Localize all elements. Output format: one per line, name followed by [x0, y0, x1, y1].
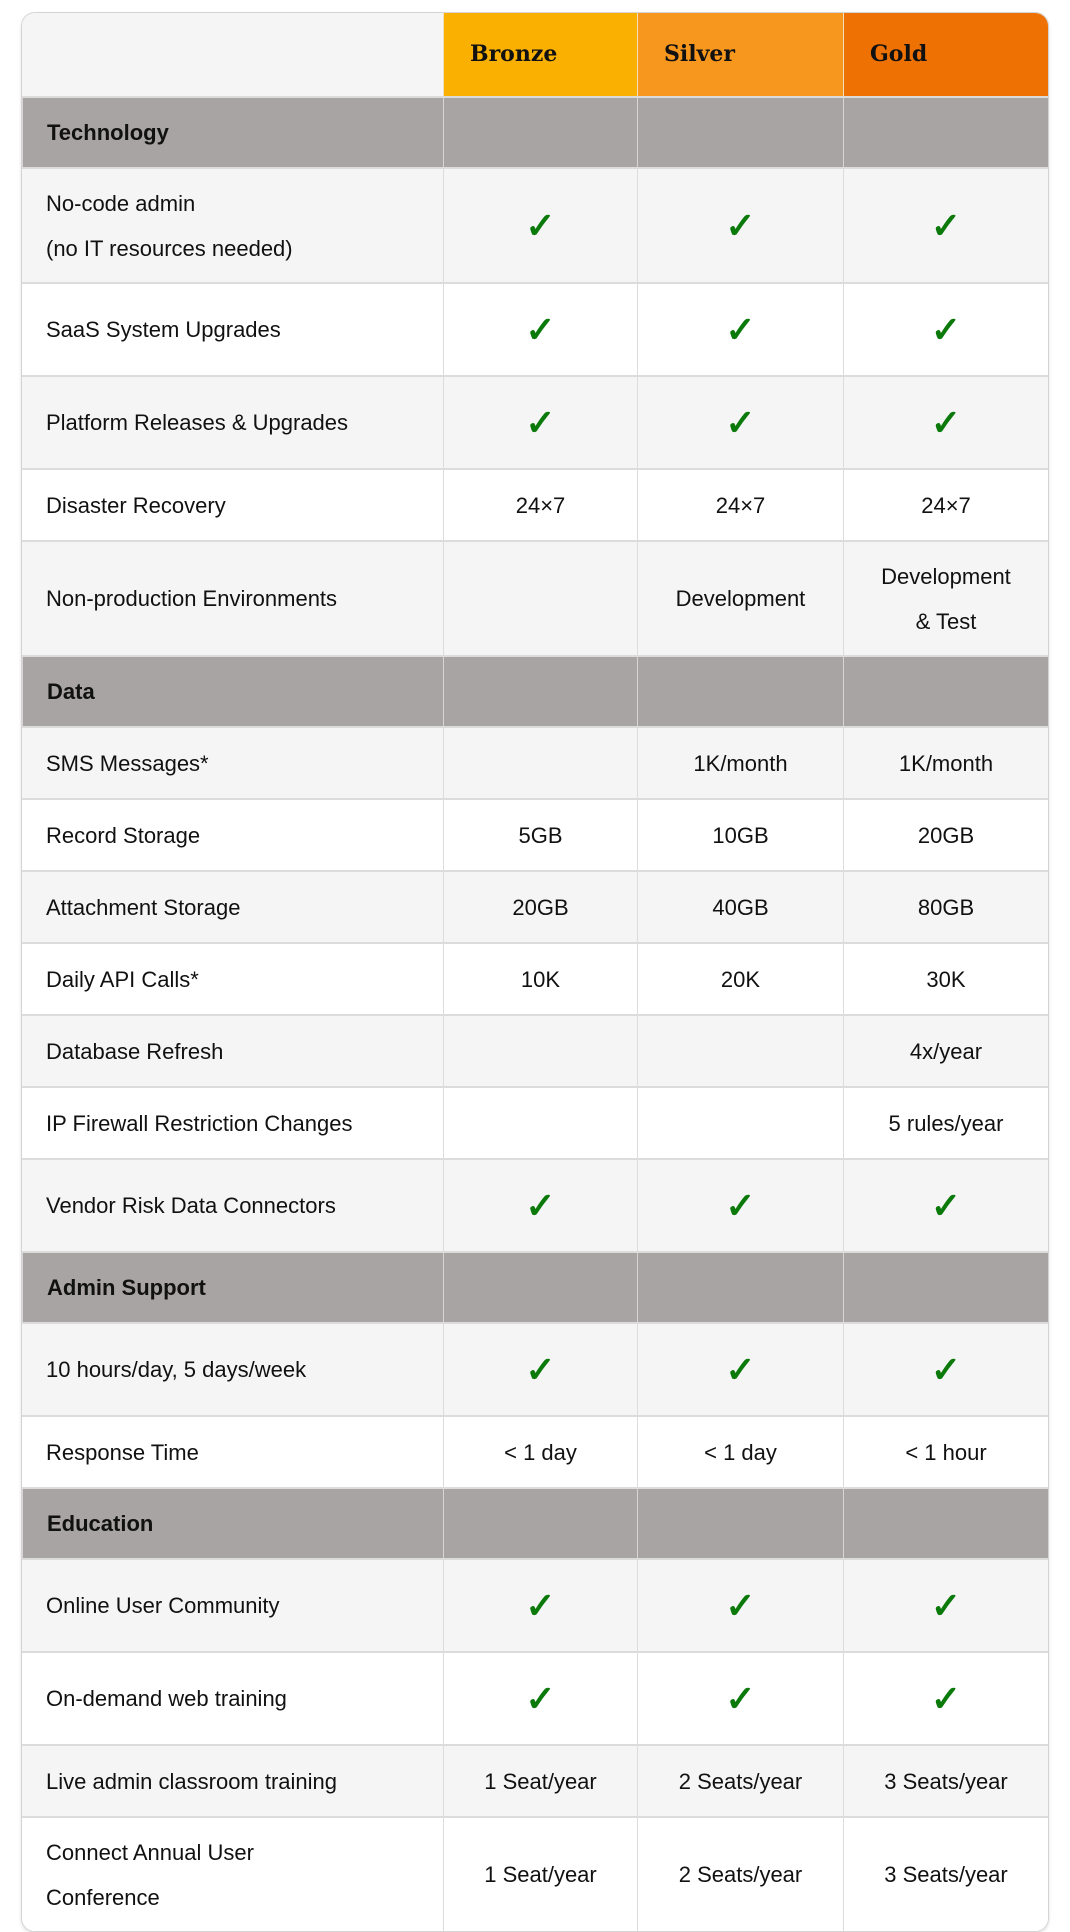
tier-value: 40GB	[712, 894, 769, 920]
header-empty-cell	[22, 13, 443, 96]
tier-value: < 1 hour	[905, 1439, 987, 1465]
feature-label-line: Vendor Risk Data Connectors	[46, 1193, 336, 1218]
table-row	[22, 167, 1048, 282]
tier-value: 80GB	[917, 894, 975, 920]
tier-value: Development	[675, 586, 806, 611]
tier-value-cell	[843, 470, 1048, 540]
feature-label-line: Response Time	[46, 1439, 199, 1465]
checkmark-icon: ✓	[525, 309, 556, 350]
tier-value-cell	[443, 1088, 637, 1158]
tier-value-cell	[637, 1417, 843, 1487]
feature-label-line: On-demand web training	[46, 1686, 287, 1711]
checkmark-icon: ✓	[725, 402, 756, 443]
tier-value-cell	[843, 1417, 1048, 1487]
tier-value-cell	[843, 1818, 1048, 1931]
feature-label	[22, 872, 443, 942]
checkmark-icon: ✓	[725, 1185, 756, 1226]
feature-label	[22, 377, 443, 468]
tier-value-cell	[843, 377, 1048, 468]
section-empty-cell	[637, 1253, 843, 1322]
table-row	[22, 1415, 1048, 1487]
table-row	[22, 282, 1048, 375]
feature-label	[22, 1417, 443, 1487]
feature-label	[22, 1016, 443, 1086]
section-row-technology	[22, 96, 1048, 167]
feature-label-line: (no IT resources needed)	[46, 235, 293, 261]
table-row	[22, 1651, 1048, 1744]
tier-value-cell	[637, 1653, 843, 1744]
tier-value: 2 Seats/year	[678, 1768, 803, 1794]
section-title: Technology	[22, 98, 443, 167]
tier-value-cell	[843, 1088, 1048, 1158]
table-row	[22, 870, 1048, 942]
tier-value-cell	[443, 800, 637, 870]
tier-value-cell	[843, 1016, 1048, 1086]
checkmark-icon: ✓	[525, 1585, 556, 1626]
tier-value: 10K	[520, 966, 561, 992]
tier-value-cell	[443, 1653, 637, 1744]
tier-value-cell	[637, 800, 843, 870]
tier-value: 3 Seats/year	[884, 1862, 1008, 1887]
feature-label	[22, 470, 443, 540]
tier-value-cell	[443, 1818, 637, 1931]
section-empty-cell	[843, 657, 1048, 726]
tier-value-cell	[637, 944, 843, 1014]
table-row	[22, 1086, 1048, 1158]
section-empty-cell	[843, 1253, 1048, 1322]
table-row	[22, 468, 1048, 540]
feature-label	[22, 169, 443, 282]
section-title: Education	[22, 1489, 443, 1558]
table-row	[22, 375, 1048, 468]
feature-label	[22, 800, 443, 870]
feature-label-line: Database Refresh	[46, 1038, 224, 1064]
tier-value: Development & Test	[881, 563, 1011, 634]
tier-value-cell	[843, 944, 1048, 1014]
tier-value-cell	[637, 1560, 843, 1651]
tier-value-cell	[637, 1324, 843, 1415]
table-row	[22, 1558, 1048, 1651]
section-row-education	[22, 1487, 1048, 1558]
table-row	[22, 1014, 1048, 1086]
tier-value: < 1 day	[504, 1439, 577, 1465]
feature-label	[22, 284, 443, 375]
table-row	[22, 726, 1048, 798]
section-title: Data	[22, 657, 443, 726]
checkmark-icon: ✓	[930, 1585, 962, 1626]
tier-value: 20GB	[917, 822, 975, 848]
tier-value: 4x/year	[909, 1038, 983, 1064]
tier-value-cell	[443, 1746, 637, 1816]
feature-label	[22, 1653, 443, 1744]
tier-value-cell	[637, 470, 843, 540]
checkmark-icon: ✓	[725, 309, 756, 350]
tier-value-cell	[443, 470, 637, 540]
section-row-admin-support	[22, 1251, 1048, 1322]
tier-value-cell	[443, 728, 637, 798]
feature-label	[22, 542, 443, 655]
tier-value-cell	[843, 284, 1048, 375]
tier-value-cell	[637, 169, 843, 282]
feature-label-line: Platform Releases & Upgrades	[46, 410, 349, 435]
tier-value-cell	[637, 1088, 843, 1158]
section-empty-cell	[843, 1489, 1048, 1558]
section-empty-cell	[637, 1489, 843, 1558]
tier-value-cell	[843, 1653, 1048, 1744]
feature-label-line: Record Storage	[46, 822, 201, 848]
tier-value: 1K/month	[898, 750, 994, 776]
tier-value-cell	[843, 542, 1048, 655]
tier-value-cell	[443, 1324, 637, 1415]
section-empty-cell	[443, 1489, 637, 1558]
tier-value-cell	[443, 1560, 637, 1651]
tier-header-row	[22, 13, 1048, 96]
feature-label	[22, 728, 443, 798]
checkmark-icon: ✓	[930, 1349, 962, 1390]
tier-value-cell	[843, 800, 1048, 870]
pricing-comparison-table	[21, 12, 1049, 1932]
section-row-data	[22, 655, 1048, 726]
tier-value-cell	[637, 872, 843, 942]
tier-value: 5 rules/year	[888, 1110, 1004, 1136]
feature-label	[22, 944, 443, 1014]
checkmark-icon: ✓	[930, 309, 962, 350]
section-title: Admin Support	[22, 1253, 443, 1322]
tier-value-cell	[443, 1160, 637, 1251]
tier-value-cell	[443, 944, 637, 1014]
feature-label-line: SMS Messages*	[46, 750, 209, 776]
checkmark-icon: ✓	[725, 205, 756, 246]
checkmark-icon: ✓	[930, 402, 962, 443]
tier-value-cell	[637, 377, 843, 468]
feature-label-line: Attachment Storage	[46, 894, 241, 920]
feature-label-line: Non-production Environments	[46, 586, 338, 611]
tier-value-cell	[637, 1160, 843, 1251]
table-row	[22, 540, 1048, 655]
checkmark-icon: ✓	[725, 1585, 756, 1626]
tier-value: 1K/month	[693, 750, 788, 776]
tier-value: 20GB	[512, 894, 569, 920]
feature-label-line: Live admin classroom training	[46, 1768, 338, 1794]
checkmark-icon: ✓	[525, 402, 556, 443]
checkmark-icon: ✓	[525, 1185, 556, 1226]
checkmark-icon: ✓	[725, 1349, 756, 1390]
feature-label-line: Conference	[46, 1884, 160, 1910]
feature-label-line: IP Firewall Restriction Changes	[46, 1110, 353, 1136]
tier-value: 30K	[926, 966, 966, 992]
feature-label-line: Connect Annual User	[46, 1839, 254, 1865]
checkmark-icon: ✓	[725, 1678, 756, 1719]
section-empty-cell	[637, 657, 843, 726]
tier-value: 1 Seat/year	[484, 1768, 597, 1794]
feature-label-line: SaaS System Upgrades	[46, 317, 281, 342]
tier-value: 24×7	[515, 492, 566, 518]
checkmark-icon: ✓	[930, 1185, 962, 1226]
table-row	[22, 1744, 1048, 1816]
tier-value-cell	[843, 872, 1048, 942]
checkmark-icon: ✓	[525, 205, 556, 246]
checkmark-icon: ✓	[930, 1678, 962, 1719]
table-row	[22, 1158, 1048, 1251]
tier-value-cell	[637, 728, 843, 798]
tier-value-cell	[443, 542, 637, 655]
checkmark-icon: ✓	[930, 205, 962, 246]
tier-value-cell	[443, 377, 637, 468]
tier-gold-header: Gold	[843, 13, 1048, 96]
checkmark-icon: ✓	[525, 1349, 556, 1390]
tier-value-cell	[443, 1417, 637, 1487]
feature-label-line: 10 hours/day, 5 days/week	[46, 1357, 307, 1382]
tier-silver-header: Silver	[637, 13, 843, 96]
tier-value-cell	[637, 1746, 843, 1816]
feature-label-line: No-code admin	[46, 190, 196, 216]
section-empty-cell	[843, 98, 1048, 167]
tier-value: 3 Seats/year	[884, 1768, 1008, 1794]
section-empty-cell	[443, 1253, 637, 1322]
tier-value-cell	[843, 1324, 1048, 1415]
feature-label	[22, 1160, 443, 1251]
tier-value-cell	[637, 284, 843, 375]
section-empty-cell	[443, 657, 637, 726]
tier-value: 20K	[720, 966, 761, 992]
tier-value-cell	[843, 1160, 1048, 1251]
tier-value-cell	[843, 1746, 1048, 1816]
tier-value: 24×7	[715, 492, 766, 518]
section-empty-cell	[443, 98, 637, 167]
table-row	[22, 798, 1048, 870]
tier-value-cell	[637, 1016, 843, 1086]
section-empty-cell	[637, 98, 843, 167]
feature-label	[22, 1746, 443, 1816]
checkmark-icon: ✓	[525, 1678, 556, 1719]
feature-label	[22, 1088, 443, 1158]
feature-label-line: Disaster Recovery	[46, 492, 226, 518]
tier-value-cell	[443, 169, 637, 282]
tier-value: 10GB	[712, 822, 769, 848]
table-row	[22, 942, 1048, 1014]
tier-value: 1 Seat/year	[484, 1862, 597, 1887]
tier-value: 5GB	[518, 822, 563, 848]
table-row	[22, 1322, 1048, 1415]
feature-label	[22, 1560, 443, 1651]
tier-value-cell	[443, 872, 637, 942]
tier-value-cell	[843, 728, 1048, 798]
tier-bronze-header: Bronze	[443, 13, 637, 96]
tier-value-cell	[637, 1818, 843, 1931]
table-row	[22, 1816, 1048, 1931]
tier-value-cell	[443, 1016, 637, 1086]
tier-value-cell	[443, 284, 637, 375]
tier-value-cell	[637, 542, 843, 655]
tier-value-cell	[843, 1560, 1048, 1651]
tier-value: < 1 day	[704, 1439, 777, 1465]
feature-label	[22, 1324, 443, 1415]
tier-value: 2 Seats/year	[678, 1862, 803, 1887]
feature-label-line: Online User Community	[46, 1593, 280, 1618]
tier-value-cell	[843, 169, 1048, 282]
feature-label	[22, 1818, 443, 1931]
tier-value: 24×7	[921, 492, 971, 518]
feature-label-line: Daily API Calls*	[46, 966, 199, 992]
